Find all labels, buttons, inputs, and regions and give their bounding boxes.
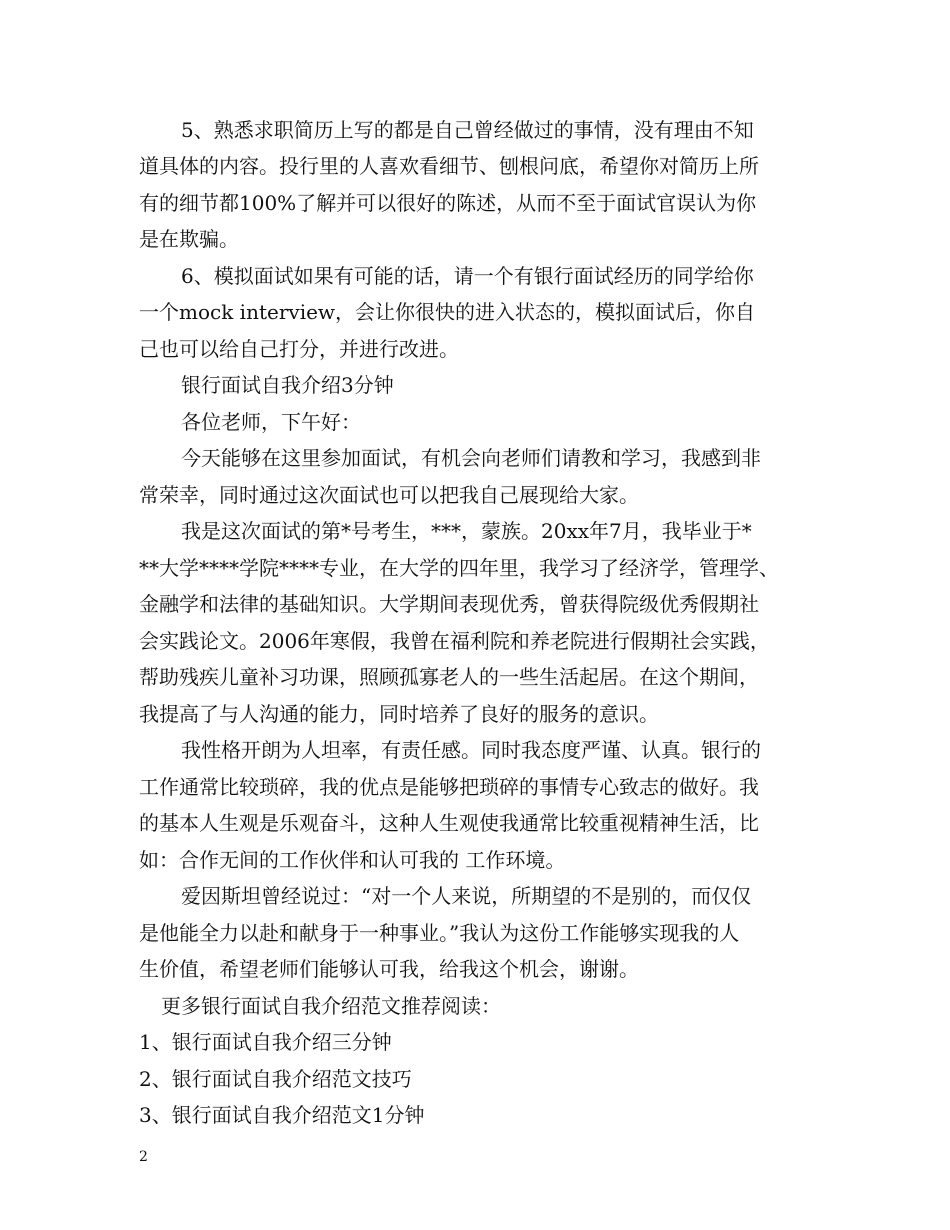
paragraph-line: 5、熟悉求职简历上写的都是自己曾经做过的事情，没有理由不知 (181, 118, 754, 142)
paragraph-line: 是他能全力以赴和献身于一种事业。”我认为这份工作能够实现我的人 (139, 921, 740, 945)
recommend-list-item: 2、银行面试自我介绍范文技巧 (139, 1067, 412, 1091)
recommend-list-item: 1、银行面试自我介绍三分钟 (139, 1030, 392, 1054)
paragraph-line: 爱因斯坦曾经说过：“对一个人来说，所期望的不是别的，而仅仅 (181, 884, 752, 908)
paragraph-line: 如：合作无间的工作伙伴和认可我的 工作环境。 (139, 848, 566, 872)
recommend-list-item: 3、银行面试自我介绍范文1分钟 (139, 1103, 425, 1127)
greeting-line: 各位老师，下午好： (181, 410, 361, 434)
paragraph-line: **大学****学院****专业，在大学的四年里，我学习了经济学，管理学、 (139, 556, 779, 580)
paragraph-line: 我性格开朗为人坦率，有责任感。同时我态度严谨、认真。银行的 (181, 738, 761, 762)
paragraph-line: 今天能够在这里参加面试，有机会向老师们请教和学习，我感到非 (181, 446, 761, 470)
paragraph-line: 道具体的内容。投行里的人喜欢看细节、刨根问底，希望你对简历上所 (139, 154, 759, 178)
paragraph-line: 生价值，希望老师们能够认可我，给我这个机会，谢谢。 (139, 957, 639, 981)
paragraph-line: 己也可以给自己打分，并进行改进。 (139, 337, 459, 361)
section-heading: 银行面试自我介绍3分钟 (181, 373, 394, 397)
paragraph-line: 帮助残疾儿童补习功课，照顾孤寡老人的一些生活起居。在这个期间， (139, 665, 759, 689)
paragraph-line: 工作通常比较琐碎，我的优点是能够把琐碎的事情专心致志的做好。我 (139, 775, 759, 799)
paragraph-line: 的基本人生观是乐观奋斗，这种人生观使我通常比较重视精神生活，比 (139, 811, 759, 835)
recommend-heading: 更多银行面试自我介绍范文推荐阅读： (161, 994, 501, 1018)
paragraph-line: 金融学和法律的基础知识。大学期间表现优秀，曾获得院级优秀假期社 (139, 592, 759, 616)
page-number: 2 (139, 1149, 148, 1165)
paragraph-line: 我提高了与人沟通的能力，同时培养了良好的服务的意识。 (139, 702, 659, 726)
paragraph-line: 一个mock interview，会让你很快的进入状态的，模拟面试后，你自 (139, 300, 756, 324)
paragraph-line: 会实践论文。2006年寒假，我曾在福利院和养老院进行假期社会实践， (139, 629, 770, 653)
paragraph-line: 是在欺骗。 (139, 227, 239, 251)
paragraph-line: 常荣幸，同时通过这次面试也可以把我自己展现给大家。 (139, 483, 639, 507)
paragraph-line: 6、模拟面试如果有可能的话，请一个有银行面试经历的同学给你 (181, 264, 754, 288)
paragraph-line: 有的细节都100%了解并可以很好的陈述，从而不至于面试官误认为你 (139, 191, 757, 215)
paragraph-line: 我是这次面试的第*号考生，***，蒙族。20xx年7月，我毕业于* (181, 519, 752, 543)
